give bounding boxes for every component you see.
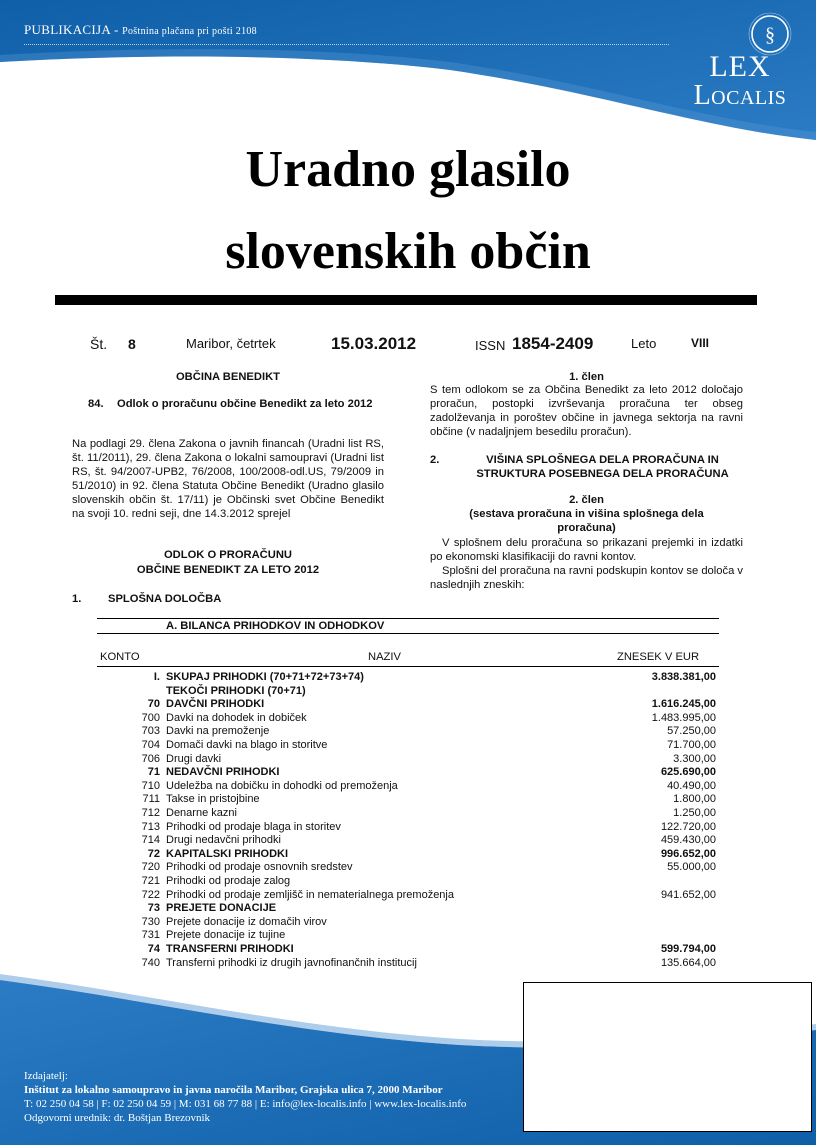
issue-date: 15.03.2012 [331, 334, 417, 353]
znesek-cell: 40.490,00 [667, 779, 716, 792]
naziv-cell: Prihodki od prodaje blaga in storitev [166, 820, 341, 833]
issue-number-label: Št. [90, 336, 108, 352]
table-row [97, 806, 719, 820]
responsible-editor: Odgovorni urednik: dr. Boštjan Brezovnik [24, 1112, 211, 1124]
naziv-cell: Transferni prihodki iz drugih javnofinančnih institucij [166, 956, 417, 969]
znesek-cell: 996.652,00 [660, 847, 716, 860]
naziv-cell: DAVČNI PRIHODKI [166, 698, 265, 711]
konto-cell: 706 [141, 752, 160, 765]
naziv-cell: Domači davki na blago in storitve [166, 739, 328, 751]
znesek-cell: 1.250,00 [673, 807, 716, 819]
naziv-cell: Davki na dohodek in dobiček [166, 711, 307, 724]
article-1-title: 1. člen [569, 371, 604, 383]
naziv-cell: SKUPAJ PRIHODKI (70+71+72+73+74) [166, 671, 364, 683]
table-row [97, 833, 719, 847]
konto-cell: 722 [141, 888, 160, 901]
naziv-cell: TRANSFERNI PRIHODKI [166, 943, 294, 955]
column-header-naziv: NAZIV [368, 651, 401, 663]
article-2-title: 2. člen [569, 494, 604, 506]
konto-cell: 711 [142, 793, 160, 806]
table-row [97, 724, 719, 738]
konto-cell: 731 [141, 929, 160, 942]
znesek-cell: 71.700,00 [667, 739, 716, 751]
section2-title-line-2: STRUKTURA POSEBNEGA DELA PRORAČUNA [476, 468, 729, 480]
column-header-konto: KONTO [100, 651, 140, 663]
naziv-cell: TEKOČI PRIHODKI (70+71) [166, 684, 306, 697]
table-row [97, 847, 719, 861]
konto-cell: 73 [147, 902, 160, 915]
naziv-cell: Udeležba na dobičku in dohodki od premoženja [166, 779, 398, 792]
naziv-cell: KAPITALSKI PRIHODKI [166, 847, 289, 860]
table-row [97, 670, 719, 684]
znesek-cell: 135.664,00 [660, 956, 716, 969]
table-row [97, 928, 719, 942]
konto-cell: 70 [147, 698, 160, 711]
table-row [97, 860, 719, 874]
znesek-cell: 1.483.995,00 [651, 711, 716, 724]
municipality-heading: OBČINA BENEDIKT [175, 371, 280, 383]
konto-cell: 712 [141, 807, 160, 819]
naziv-cell: Prejete donacije iz tujine [166, 929, 286, 942]
konto-cell: 740 [141, 956, 160, 969]
header-divider [24, 44, 669, 45]
table-row [97, 765, 719, 779]
article-2-paragraph-2: Splošni del proračuna na ravni podskupin kontov se določa v naslednjih zneskih: [430, 565, 744, 591]
publication-line [24, 22, 257, 38]
konto-cell: 74 [147, 943, 160, 955]
table-row [97, 684, 719, 698]
svg-text:§: § [765, 24, 775, 46]
konto-cell: 704 [141, 739, 160, 751]
publisher-contacts: T: 02 250 04 58 | F: 02 250 04 59 | M: 031 68 77 88 | E: info@lex-localis.info | www.lex-localis.info [24, 1098, 467, 1110]
naziv-cell: Prihodki od prodaje zemljišč in nematerialnega premoženja [166, 888, 454, 901]
table-row [97, 738, 719, 752]
publication-separator: - [113, 22, 119, 37]
konto-cell: 71 [147, 766, 160, 779]
title-rule [55, 295, 757, 305]
section2-title-line-1: VIŠINA SPLOŠNEGA DELA PRORAČUNA IN [486, 454, 719, 466]
table-row [97, 942, 719, 956]
znesek-cell: 625.690,00 [660, 766, 716, 779]
znesek-cell: 3.300,00 [673, 752, 716, 765]
issue-place-day: Maribor, četrtek [186, 336, 276, 351]
konto-cell: 700 [141, 711, 160, 724]
naziv-cell: Drugi nedavčni prihodki [166, 834, 281, 847]
publisher-name: Inštitut za lokalno samoupravo in javna naročila Maribor, Grajska ulica 7, 2000 Maribor [24, 1084, 443, 1096]
section1-title: SPLOŠNA DOLOČBA [108, 593, 222, 605]
znesek-cell: 1.616.245,00 [651, 698, 716, 711]
table-row [97, 888, 719, 902]
table-row [97, 711, 719, 725]
table-row [97, 874, 719, 888]
page-title [0, 140, 816, 282]
naziv-cell: NEDAVČNI PRIHODKI [166, 766, 280, 779]
konto-cell: 703 [141, 725, 160, 738]
znesek-cell: 941.652,00 [660, 888, 716, 901]
section2-number: 2. [430, 454, 440, 466]
title-line-1: Uradno glasilo [245, 141, 571, 198]
decree-title-line-1: ODLOK O PRORAČUNU [163, 549, 293, 561]
publication-label: PUBLIKACIJA [24, 22, 111, 37]
konto-cell: 713 [141, 820, 160, 833]
table-row [97, 792, 719, 806]
znesek-cell: 1.800,00 [673, 793, 716, 806]
naziv-cell: Prihodki od prodaje osnovnih sredstev [166, 861, 353, 874]
table-row [97, 901, 719, 915]
act-title: Odlok o proračunu občine Benedikt za leto 2012 [117, 398, 373, 410]
konto-cell: 720 [141, 861, 160, 874]
konto-cell: 710 [141, 779, 160, 792]
publisher-label: Izdajatelj: [24, 1070, 68, 1082]
column-header-znesek: ZNESEK V EUR [617, 651, 700, 663]
konto-cell: 714 [141, 834, 160, 847]
table-row [97, 779, 719, 793]
naziv-cell: Denarne kazni [166, 807, 237, 819]
naziv-cell: Takse in pristojbine [166, 793, 260, 806]
znesek-cell: 122.720,00 [660, 820, 716, 833]
postage-note: Poštnina plačana pri pošti 2108 [122, 26, 257, 37]
table-title: A. BILANCA PRIHODKOV IN ODHODKOV [166, 620, 385, 632]
konto-cell: I. [153, 671, 160, 683]
footer-publisher-info [24, 1069, 466, 1125]
table-row [97, 820, 719, 834]
title-line-2: slovenskih občin [225, 223, 591, 280]
table-row [97, 752, 719, 766]
znesek-cell: 3.838.381,00 [651, 671, 716, 683]
table-header-rule [97, 666, 719, 667]
konto-cell: 721 [141, 875, 160, 887]
logo-text-localis: Localis [693, 80, 787, 111]
konto-cell: 730 [141, 915, 160, 928]
naziv-cell: Davki na premoženje [166, 725, 270, 738]
act-number: 84. [88, 398, 104, 410]
article-2-subtitle-line-1: (sestava proračuna in višina splošnega dela [469, 508, 704, 520]
blank-box [523, 982, 812, 1132]
issn-number: 1854-2409 [512, 334, 594, 353]
year-number: VIII [691, 336, 710, 350]
lex-localis-logo [670, 12, 810, 112]
section1-number: 1. [72, 593, 82, 605]
logo-text-lex: LEX [709, 50, 771, 83]
article-2-subtitle-line-2: proračuna) [557, 522, 616, 534]
znesek-cell: 459.430,00 [660, 834, 716, 847]
table-title-rule [97, 633, 719, 634]
naziv-cell: Prihodki od prodaje zalog [166, 875, 291, 887]
article-1-text: S tem odlokom se za Občina Benedikt za leto 2012 določajo proračun, postopki izvrševanja proračuna ter obseg zadolževanja in poroštev občine in javnega sektorja na ravni občine (v nadaljnjem besedilu proračun). [430, 384, 743, 438]
issn-label: ISSN [475, 338, 506, 353]
table-row [97, 915, 719, 929]
naziv-cell: Drugi davki [166, 752, 222, 765]
naziv-cell: PREJETE DONACIJE [166, 902, 277, 915]
znesek-cell: 599.794,00 [660, 943, 716, 955]
article-2-paragraph-1: V splošnem delu proračuna so prikazani prejemki in izdatki po ekonomski klasifikaciji do ravni kontov. [430, 537, 743, 563]
konto-cell: 72 [147, 847, 160, 860]
table-row [97, 697, 719, 711]
preamble-text: Na podlagi 29. člena Zakona o javnih financah (Uradni list RS, št. 11/2011), 29. člena Zakona o lokalni samoupravi (Uradni list RS, št. 94/2007-UPB2, 76/2008, 100/2008-odl.US, 79/2009 in 51/2010) in 92. člena Statuta Občine Benedikt (Uradno glasilo slovenskih občin št. 17/11) je Občinski svet Občine Benedikt na svoji 10. redni seji, dne 14.3.2012 sprejel [72, 438, 384, 520]
znesek-cell: 55.000,00 [667, 861, 716, 874]
znesek-cell: 57.250,00 [667, 725, 716, 738]
decree-title-line-2: OBČINE BENEDIKT ZA LETO 2012 [136, 564, 320, 576]
issue-number: 8 [128, 336, 136, 352]
naziv-cell: Prejete donacije iz domačih virov [166, 915, 327, 928]
year-label: Leto [631, 336, 657, 351]
